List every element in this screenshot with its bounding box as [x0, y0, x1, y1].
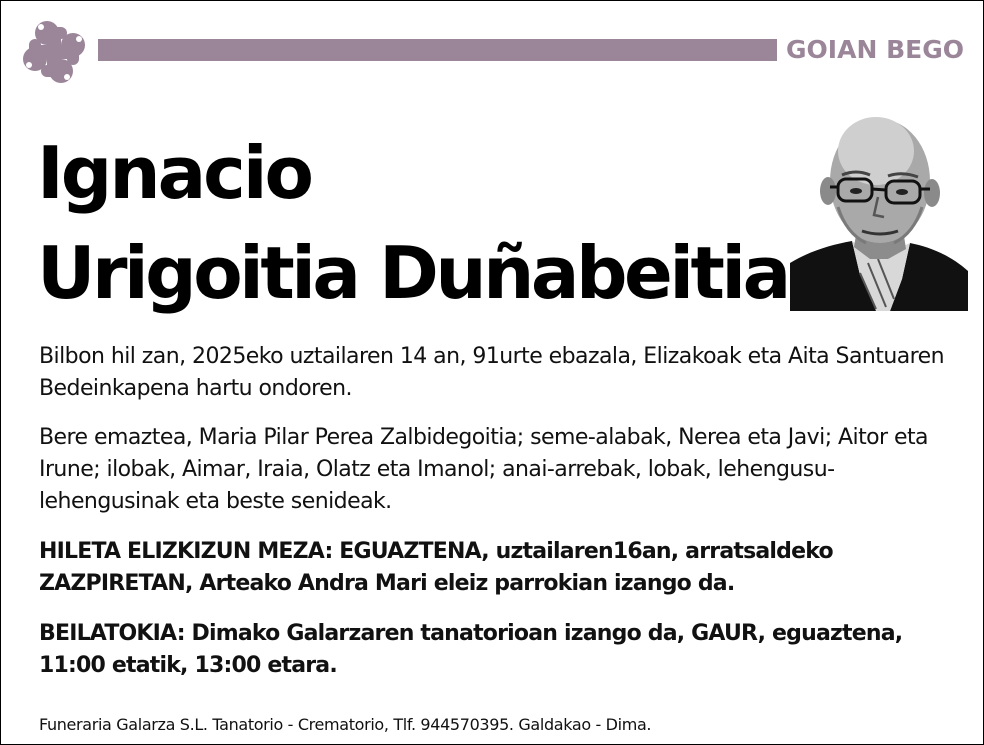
portrait-photo — [790, 103, 968, 311]
family-paragraph: Bere emaztea, Maria Pilar Perea Zalbidegoitia; seme-alabak, Nerea eta Javi; Aitor eta Irune; ilobak, Aimar, Iraia, Olatz eta Imanol; anai-arrebak, lobak, lehengusu-lehengusinak eta beste senideak. — [39, 425, 928, 514]
deceased-first-name: Ignacio — [37, 131, 311, 215]
header-divider-bar — [98, 39, 777, 61]
lauburu-icon — [15, 13, 93, 91]
announcement-paragraph: Bilbon hil zan, 2025eko uztailaren 14 an, 91urte ebazala, Elizakoak eta Aita Santuaren Bedeinkapena hartu ondoren. — [39, 344, 945, 401]
wake-paragraph: BEILATOKIA: Dimako Galarzaren tanatorioan izango da, GAUR, eguaztena, 11:00 etatik, 13:00 etara. — [39, 621, 903, 678]
funeral-mass-paragraph: HILETA ELIZKIZUN MEZA: EGUAZTENA, uztailaren16an, arratsaldeko ZAZPIRETAN, Arteako Andra Mari eleiz parrokian izango da. — [39, 539, 833, 596]
header-place: GOIAN BEGO — [786, 35, 964, 64]
deceased-surnames: Urigoitia Duñabeitia — [37, 231, 788, 315]
funeral-home-footer: Funeraria Galarza S.L. Tanatorio - Crematorio, Tlf. 944570395. Galdakao - Dima. — [39, 715, 652, 734]
